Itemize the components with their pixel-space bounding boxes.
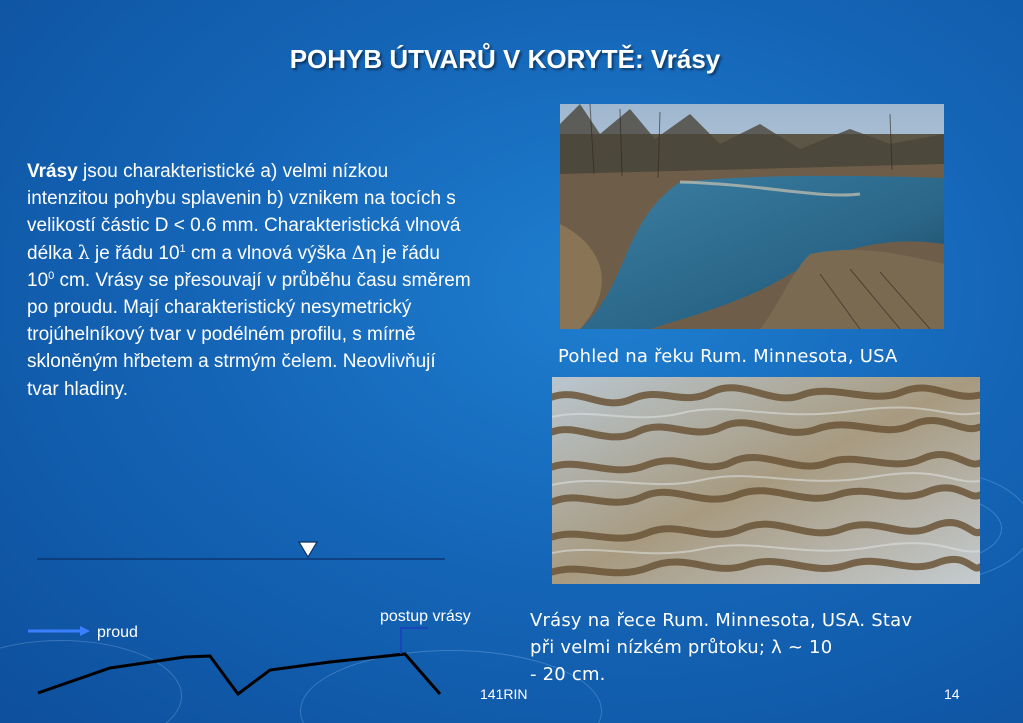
ripple-bed-profile — [38, 654, 440, 694]
text-run: je řádu 10 — [27, 242, 440, 291]
footer-page-number: 14 — [944, 686, 960, 702]
river-photo-caption: Pohled na řeku Rum. Minnesota, USA — [558, 346, 898, 367]
text-run: cm. Vrásy se přesouvají v průběhu času směrem po proudu. Mají charakteristický nesymetrický trojúhelníkový tvar v podélném profilu, s mírně skloněným hřbetem a strmým čelem. Neovlivňují tvar hladiny. — [27, 269, 471, 400]
slide-title: POHYB ÚTVARŮ V KORYTĚ: Vrásy — [289, 44, 721, 74]
text-run: jsou charakteristické a) velmi nízkou intenzitou pohybu splavenin b) vznikem na tocích s velikostí částic D < 0.6 mm. Charakteristická vlnová délka — [27, 161, 461, 264]
footer-course-code: 141RIN — [480, 686, 528, 702]
term-bold: Vrásy — [27, 161, 78, 182]
lambda-symbol: λ — [77, 241, 90, 264]
caption-line: při velmi nízkém průtoku; λ ~ 10 — [530, 637, 833, 658]
exponent: 1 — [179, 242, 186, 255]
text-run: cm a vlnová výška — [185, 242, 352, 264]
ripples-photo — [552, 377, 980, 584]
river-photo — [560, 104, 944, 329]
text-run: je řádu 10 — [89, 242, 180, 264]
caption-line: Vrásy na řece Rum. Minnesota, USA. Stav — [530, 610, 913, 631]
caption-line: - 20 cm. — [530, 664, 606, 685]
migration-label: postup vrásy — [380, 608, 471, 625]
exponent: 0 — [48, 269, 55, 282]
flow-arrowhead — [80, 626, 90, 636]
ripples-photo-caption — [530, 607, 1000, 688]
flow-label: proud — [97, 624, 138, 641]
migration-arrow-icon — [401, 628, 428, 654]
description-paragraph — [27, 158, 472, 403]
water-level-icon — [299, 542, 317, 557]
delta-eta-symbol: Δη — [351, 241, 377, 264]
